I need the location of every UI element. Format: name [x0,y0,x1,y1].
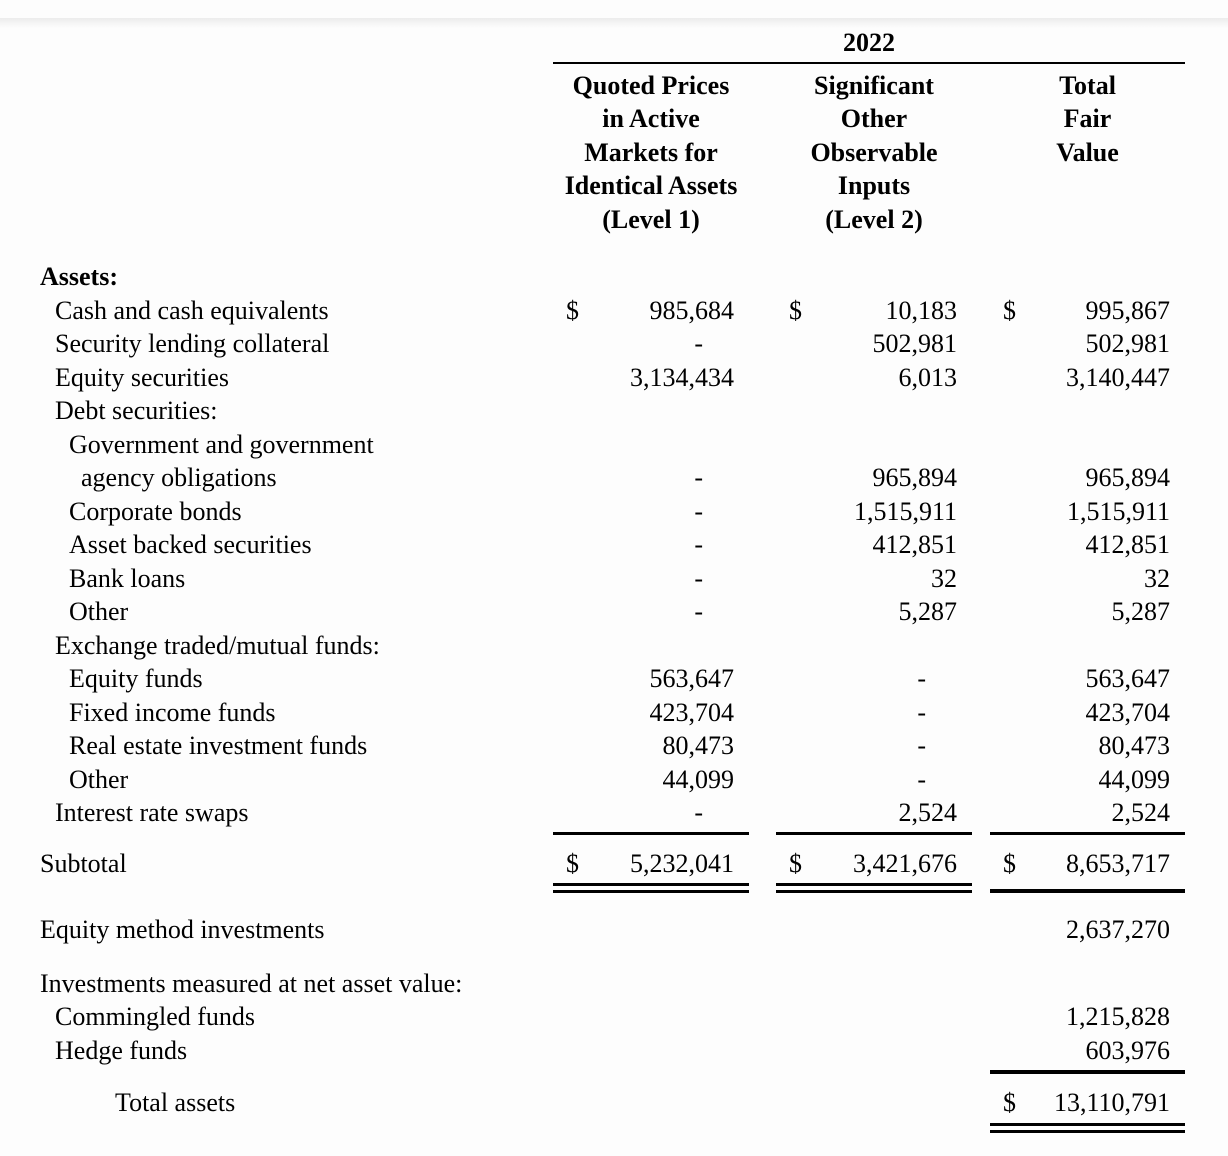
column-gap [972,629,990,663]
column-gap [749,562,776,596]
row-label: Equity funds [69,664,203,693]
empty-cell [553,562,593,596]
column-gap [972,495,990,529]
level1-value: - [694,563,703,593]
empty-cell [776,662,816,696]
column-gap [972,947,990,1001]
column-header-line: Value [1056,137,1119,167]
empty-cell [40,880,553,893]
empty-cell [553,1034,593,1068]
empty-cell [816,629,972,663]
empty-cell [816,947,972,1001]
column-header-line: Significant [814,70,934,100]
column-gap [749,796,776,830]
total-value: 423,704 [1085,697,1170,727]
total-value: 603,976 [1085,1035,1170,1065]
column-gap [972,662,990,696]
currency-symbol: $ [566,848,579,878]
column-gap [972,361,990,395]
empty-cell [816,1074,972,1120]
empty-cell [1030,394,1185,428]
empty-cell [776,947,816,1001]
column-gap [749,629,776,663]
column-gap [749,835,776,881]
empty-cell [990,428,1030,495]
row-label: Cash and cash equivalents [55,295,329,325]
double-rule [990,1123,1185,1133]
empty-cell [776,428,816,495]
column-gap [749,327,776,361]
level1-value: - [694,530,703,559]
column-gap [972,763,990,797]
empty-cell [816,394,972,428]
level1-value: - [694,463,703,492]
column-header-line: (Level 1) [602,204,700,234]
table-row [40,796,1185,830]
empty-cell [593,947,749,1001]
rule-cell [553,880,749,893]
empty-cell [553,528,593,562]
column-gap [749,893,776,947]
empty-cell [990,893,1030,947]
level1-value: 423,704 [649,697,734,727]
total-value: 3,140,447 [1066,362,1170,392]
column-gap [749,495,776,529]
empty-cell [553,495,593,529]
column-gap [972,1120,990,1133]
level2-value: 2,524 [898,798,957,827]
row-label [40,428,553,495]
empty-cell [990,394,1030,428]
rule-cell [776,880,972,893]
total-row [40,1074,1185,1120]
column-gap [972,428,990,495]
total-value: 5,287 [1111,597,1170,626]
empty-cell [40,18,553,63]
table-row [40,562,1185,596]
empty-cell [816,893,972,947]
empty-cell [990,662,1030,696]
empty-cell [776,595,816,629]
empty-cell [593,893,749,947]
empty-cell [553,629,593,663]
currency-symbol: $ [1003,295,1016,325]
empty-cell [553,595,593,629]
empty-cell [776,1074,816,1120]
column-header-line: Quoted Prices [572,70,730,100]
subtotal-row [40,835,1185,881]
double-rule [553,883,749,893]
row-label: Hedge funds [55,1035,188,1065]
column-gap [972,528,990,562]
empty-cell [40,63,553,237]
total-value: 965,894 [1085,463,1170,492]
column-gap [749,394,776,428]
column-gap [972,1067,990,1074]
column-gap [749,428,776,495]
empty-cell [553,662,593,696]
total-value: 412,851 [1085,530,1170,559]
table-row [40,294,1185,328]
currency-symbol: $ [1003,848,1016,878]
total-value: 8,653,717 [1066,848,1170,878]
row-label: Security lending collateral [55,329,330,358]
table-row [40,428,1185,495]
empty-cell [553,893,593,947]
empty-cell [816,1000,972,1034]
row-label-line2: agency obligations [81,463,277,492]
row-label: Interest rate swaps [55,798,249,827]
level2-value: 5,287 [898,597,957,626]
empty-cell [990,947,1030,1001]
table-row [40,629,1185,663]
empty-cell [776,394,816,428]
level1-value: 5,232,041 [630,848,734,878]
row-label: Fixed income funds [69,697,276,727]
column-gap [972,327,990,361]
column-header-line: Identical Assets [564,171,738,200]
empty-cell [776,796,816,830]
empty-cell [816,1034,972,1068]
row-label: Asset backed securities [69,530,312,559]
row-label: Equity method investments [40,915,325,944]
currency-symbol: $ [789,295,802,325]
empty-cell [553,260,593,294]
empty-cell [990,562,1030,596]
empty-cell [816,260,972,294]
total-value: 2,524 [1111,798,1170,827]
row-label: Subtotal [40,848,127,878]
empty-cell [553,696,593,730]
column-header-row [40,63,1185,237]
empty-cell [553,1067,749,1074]
empty-cell [593,1000,749,1034]
empty-cell [990,595,1030,629]
empty-cell [553,428,593,495]
empty-cell [1030,629,1185,663]
empty-cell [553,394,593,428]
level1-value: - [694,329,703,358]
empty-cell [553,763,593,797]
year-header: 2022 [553,18,1185,63]
total-value: 1,215,828 [1066,1002,1170,1031]
empty-cell [776,763,816,797]
empty-cell [990,528,1030,562]
table-row [40,662,1185,696]
table-row [40,260,1185,294]
double-rule [776,883,972,893]
table-row [40,947,1185,1001]
total-value: 13,110,791 [1053,1088,1170,1117]
level1-value: - [694,798,703,827]
column-gap [972,893,990,947]
row-label-line1: Government and government [69,429,374,459]
spacer-cell [40,236,1185,260]
table-row [40,528,1185,562]
empty-cell [593,629,749,663]
year-header-row [40,18,1185,63]
level1-value: 3,134,434 [630,362,734,392]
level2-value: 1,515,911 [853,496,957,526]
column-gap [972,394,990,428]
table-row [40,729,1185,763]
empty-cell [776,696,816,730]
column-gap [972,595,990,629]
column-header-level2 [776,63,972,237]
column-header-line: Inputs [837,171,911,200]
empty-cell [1030,260,1185,294]
section-label-etf: Exchange traded/mutual funds: [55,630,380,660]
empty-cell [40,1120,553,1133]
rule-cell [990,1120,1185,1133]
empty-cell [553,796,593,830]
empty-cell [990,629,1030,663]
total-value: 80,473 [1098,731,1170,760]
table-row [40,595,1185,629]
level2-value: 3,421,676 [853,848,957,878]
column-gap [972,796,990,830]
column-gap [749,729,776,763]
level2-value: - [917,764,926,794]
empty-cell [593,394,749,428]
level1-value: 44,099 [662,764,734,794]
column-gap [749,1000,776,1034]
column-gap [749,880,776,893]
empty-cell [593,1034,749,1068]
column-gap [749,528,776,562]
empty-cell [990,1000,1030,1034]
row-label: Commingled funds [55,1002,256,1031]
empty-cell [553,947,593,1001]
table-row [40,1034,1185,1068]
column-gap [749,63,776,237]
empty-cell [553,1120,749,1133]
section-label-nav: Investments measured at net asset value: [40,968,463,998]
level1-value: - [694,496,703,526]
rule-row [40,1120,1185,1133]
column-header-line: Other [840,104,908,133]
section-label-debt-securities: Debt securities: [55,396,218,425]
column-header-line: Markets for [584,137,718,167]
column-gap [749,294,776,328]
empty-cell [990,763,1030,797]
row-label: Corporate bonds [69,496,242,526]
empty-cell [990,1034,1030,1068]
empty-cell [990,729,1030,763]
level1-value: 80,473 [662,731,734,760]
column-gap [972,835,990,881]
empty-cell [1030,947,1185,1001]
empty-cell [553,729,593,763]
total-value: 502,981 [1085,329,1170,358]
column-header-total [990,63,1185,237]
table-row [40,696,1185,730]
row-label: Total assets [115,1088,236,1117]
level1-value: 563,647 [649,664,734,693]
column-gap [749,662,776,696]
currency-symbol: $ [789,848,802,878]
column-gap [972,260,990,294]
total-value: 32 [1144,563,1170,593]
column-gap [972,1000,990,1034]
empty-cell [40,1067,553,1074]
empty-cell [990,327,1030,361]
level1-value: - [694,597,703,626]
level2-value: 32 [931,563,957,593]
table-row [40,1000,1185,1034]
empty-cell [990,796,1030,830]
column-gap [972,880,990,893]
empty-cell [990,696,1030,730]
total-value: 1,515,911 [1066,496,1170,526]
empty-cell [776,1034,816,1068]
empty-cell [776,495,816,529]
level2-value: 10,183 [885,295,957,325]
column-gap [749,947,776,1001]
table-row [40,495,1185,529]
level2-value: - [917,664,926,693]
empty-cell [553,1074,593,1120]
empty-cell [776,1000,816,1034]
level2-value: - [917,731,926,760]
rule-row [40,1067,1185,1074]
empty-cell [776,893,816,947]
table-row [40,327,1185,361]
rule-cell [990,1067,1185,1074]
column-gap [972,562,990,596]
empty-cell [776,1067,972,1074]
level2-value: 412,851 [872,530,957,559]
column-gap [972,1074,990,1120]
empty-cell [776,260,816,294]
empty-cell [593,1074,749,1120]
spacer-row [40,236,1185,260]
column-gap [749,361,776,395]
empty-cell [593,260,749,294]
column-header-line: in Active [602,104,700,133]
column-gap [749,260,776,294]
level2-value: - [917,697,926,727]
total-value: 44,099 [1098,764,1170,794]
level2-value: 502,981 [872,329,957,358]
column-gap [749,763,776,797]
empty-cell [553,361,593,395]
column-gap [972,729,990,763]
empty-cell [990,495,1030,529]
empty-cell [553,327,593,361]
currency-symbol: $ [1003,1088,1016,1117]
row-label: Bank loans [69,563,186,593]
level2-value: 6,013 [898,362,957,392]
empty-cell [776,528,816,562]
table-row [40,893,1185,947]
currency-symbol: $ [566,295,579,325]
empty-cell [776,629,816,663]
table-row [40,361,1185,395]
column-gap [972,63,990,237]
empty-cell [776,361,816,395]
rule-cell [990,880,1185,893]
column-gap [972,1034,990,1068]
column-gap [749,595,776,629]
column-gap [749,1067,776,1074]
empty-cell [776,1120,972,1133]
table-row [40,763,1185,797]
fair-value-table [40,18,1185,1133]
level2-value: 965,894 [872,463,957,492]
empty-cell [553,1000,593,1034]
empty-cell [776,562,816,596]
column-gap [972,294,990,328]
total-value: 563,647 [1085,664,1170,693]
level1-value: 985,684 [649,295,734,325]
table-row [40,394,1185,428]
row-label: Equity securities [55,362,230,392]
column-header-line: (Level 2) [825,204,923,234]
column-header-line: Observable [810,137,938,167]
column-gap [749,1034,776,1068]
column-header-line: Fair [1063,104,1112,133]
total-value: 2,637,270 [1066,915,1170,944]
column-gap [749,1120,776,1133]
column-gap [972,696,990,730]
empty-cell [776,729,816,763]
column-header-line: Total [1059,70,1116,100]
row-label: Other [69,597,129,626]
row-label: Other [69,764,129,794]
column-gap [749,1074,776,1120]
rule-row [40,880,1185,893]
empty-cell [776,327,816,361]
empty-cell [990,260,1030,294]
row-label: Real estate investment funds [69,731,368,760]
column-header-level1 [553,63,749,237]
total-value: 995,867 [1085,295,1170,325]
empty-cell [990,361,1030,395]
section-label-assets: Assets: [40,262,118,291]
column-gap [749,696,776,730]
